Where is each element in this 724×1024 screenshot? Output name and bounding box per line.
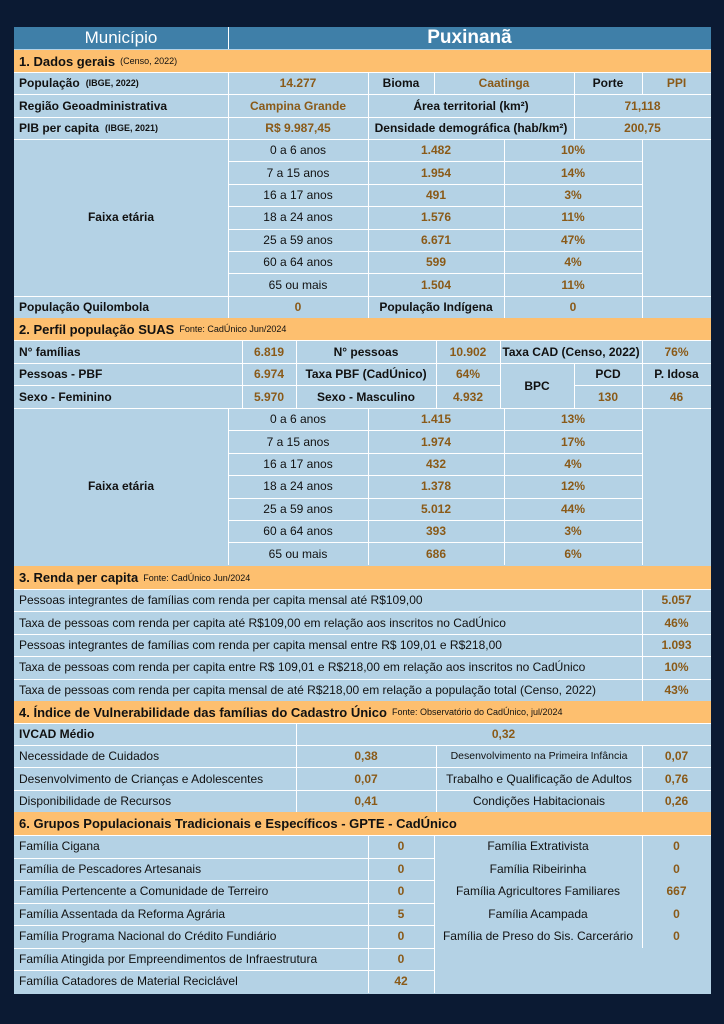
data-sheet (14, 27, 711, 994)
age-range: 60 a 64 anos (263, 255, 333, 270)
gpte-group-label: Família Ribeirinha (489, 861, 587, 876)
suas-age-count: 1.974 (420, 434, 452, 449)
age-count: 491 (425, 187, 447, 202)
age-percent: 3% (564, 187, 582, 202)
faixa-etaria-label: Faixa etária (87, 210, 155, 225)
renda-row-value: 5.057 (661, 593, 692, 608)
suas-age-range: 65 ou mais (268, 546, 328, 561)
gpte-group-value: 0 (673, 929, 680, 944)
suas-age-percent: 6% (564, 546, 582, 561)
age-range: 25 a 59 anos (263, 232, 333, 247)
municipio-label: Município (14, 27, 228, 49)
renda-row-label: Taxa de pessoas com renda per capita mensal de até R$218,00 em relação a população total (Censo, 2022) (19, 682, 597, 697)
faixa-etaria-suas-label: Faixa etária (87, 479, 155, 494)
age-percent: 11% (561, 277, 585, 292)
gpte-group-label: Família Assentada da Reforma Agrária (19, 906, 226, 921)
pib-label-text: PIB per capita (19, 121, 100, 135)
suas-age-count: 1.378 (420, 479, 452, 494)
suas-age-count: 686 (425, 546, 447, 561)
gpte-group-value: 667 (666, 884, 687, 899)
pib-source: (IBGE, 2021) (105, 123, 159, 133)
renda-row-label: Pessoas integrantes de famílias com renda per capita mensal entre R$ 109,01 e R$218,00 (19, 637, 502, 652)
municipio-name: Puxinanã (228, 27, 711, 49)
porte-value: PPI (666, 76, 687, 90)
porte-label: Porte (592, 76, 624, 90)
section-6-header (14, 812, 711, 835)
section-2-note: Fonte: CadÚnico Jun/2024 (179, 324, 287, 334)
pcd-value: 130 (597, 389, 619, 404)
indigena-label: População Indígena (379, 299, 493, 314)
section-4-header (14, 701, 711, 723)
gpte-group-label: Família Catadores de Material Reciclável (19, 974, 238, 989)
ivcad-dimension-label: Necessidade de Cuidados (19, 749, 160, 764)
suas-age-range: 60 a 64 anos (263, 524, 333, 539)
renda-row-value: 46% (664, 615, 689, 630)
suas-age-range: 0 a 6 anos (269, 412, 327, 427)
feminino-label: Sexo - Feminino (19, 389, 112, 404)
age-percent: 14% (560, 165, 586, 180)
age-percent: 4% (564, 255, 582, 270)
age-range: 16 a 17 anos (263, 187, 333, 202)
ivcad-dimension-value: 0,41 (354, 793, 378, 808)
taxa-cad-label: Taxa CAD (Censo, 2022) (502, 344, 640, 359)
renda-row-value: 43% (664, 682, 689, 697)
gpte-group-value: 0 (673, 906, 680, 921)
suas-age-count: 432 (425, 456, 447, 471)
suas-age-percent: 12% (560, 479, 586, 494)
section-6-title: 6. Grupos Populacionais Tradicionais e Específicos - GPTE - CadÚnico (19, 816, 457, 831)
bioma-label: Bioma (382, 76, 420, 90)
section-4-title: 4. Índice de Vulnerabilidade das famílias do Cadastro Único (19, 704, 387, 720)
pib-value: R$ 9.987,45 (265, 121, 331, 135)
section-1-note: (Censo, 2022) (120, 56, 178, 66)
ivcad-dimension-value: 0,07 (664, 749, 689, 764)
ivcad-value: 0,32 (491, 727, 516, 741)
suas-age-range: 16 a 17 anos (263, 456, 333, 471)
age-count: 1.954 (420, 165, 452, 180)
age-range: 18 a 24 anos (263, 210, 333, 225)
gpte-group-value: 42 (394, 974, 408, 989)
suas-age-range: 18 a 24 anos (263, 479, 333, 494)
familias-value: 6.819 (253, 344, 285, 359)
idosa-label: P. Idosa (654, 367, 699, 381)
gpte-group-value: 0 (397, 884, 405, 899)
ivcad-label: IVCAD Médio (19, 727, 95, 741)
ivcad-dimension-label: Desenvolvimento de Crianças e Adolescentes (19, 771, 264, 786)
pessoas-value: 10.902 (449, 344, 487, 359)
gpte-group-value: 5 (397, 906, 405, 921)
age-count: 6.671 (420, 232, 452, 247)
renda-row-label: Taxa de pessoas com renda per capita até R$109,00 em relação aos inscritos no CadÚnico (19, 615, 506, 630)
gpte-group-value: 0 (397, 929, 405, 944)
ivcad-dimension-value: 0,38 (354, 749, 378, 764)
age-percent: 11% (561, 210, 585, 225)
suas-age-percent: 17% (560, 434, 586, 449)
populacao-value: 14.277 (279, 76, 317, 90)
feminino-value: 5.970 (253, 389, 285, 404)
familias-label: N° famílias (19, 344, 81, 359)
masculino-label: Sexo - Masculino (316, 389, 416, 404)
ivcad-dimension-label: Trabalho e Qualificação de Adultos (446, 771, 632, 786)
densidade-label: Densidade demográfica (hab/km²) (374, 121, 568, 135)
populacao-source: (IBGE, 2022) (85, 78, 139, 88)
age-range: 65 ou mais (268, 277, 328, 292)
section-4-note: Fonte: Observatório do CadÚnico, jul/2024 (391, 707, 563, 717)
ivcad-dimension-label: Condições Habitacionais (472, 793, 606, 808)
gpte-group-value: 0 (673, 839, 680, 854)
suas-age-range: 25 a 59 anos (263, 501, 333, 516)
area-label: Área territorial (km²) (413, 98, 529, 113)
suas-age-range: 7 a 15 anos (266, 434, 330, 449)
suas-age-count: 5.012 (420, 501, 452, 516)
pessoas-label: N° pessoas (333, 344, 399, 359)
gpte-group-label: Família Acampada (488, 906, 588, 921)
section-3-header (14, 566, 711, 589)
pcd-label: PCD (595, 367, 621, 381)
gpte-group-label: Família Cigana (19, 839, 100, 854)
regiao-value: Campina Grande (249, 98, 347, 113)
gpte-group-label: Família Extrativista (487, 839, 589, 854)
masculino-value: 4.932 (452, 389, 484, 404)
gpte-group-value: 0 (397, 861, 405, 876)
populacao-label-text: População (19, 76, 80, 90)
section-2-title: 2. Perfil população SUAS (19, 321, 175, 337)
age-count: 599 (425, 255, 447, 270)
gpte-group-label: Família Agricultores Familiares (455, 884, 621, 899)
section-1-header (14, 50, 711, 72)
pbf-value: 6.974 (253, 367, 285, 381)
renda-row-label: Pessoas integrantes de famílias com renda per capita mensal até R$109,00 (19, 593, 423, 608)
regiao-label: Região Geoadministrativa (19, 98, 168, 113)
suas-age-count: 393 (425, 524, 447, 539)
age-count: 1.482 (420, 143, 452, 158)
idosa-value: 46 (669, 389, 684, 404)
ivcad-dimension-value: 0,26 (664, 793, 689, 808)
age-range: 0 a 6 anos (269, 143, 327, 158)
taxa-pbf-value: 64% (455, 367, 481, 381)
gpte-group-label: Família Atingida por Empreendimentos de Infraestrutura (19, 951, 318, 966)
ivcad-dimension-label: Disponibilidade de Recursos (19, 793, 172, 808)
gpte-group-value: 0 (397, 951, 405, 966)
area-value: 71,118 (624, 98, 661, 113)
ivcad-dimension-value: 0,07 (354, 771, 378, 786)
gpte-group-value: 0 (673, 861, 680, 876)
pib-label (14, 117, 228, 139)
gpte-group-label: Família Programa Nacional do Crédito Fundiário (19, 929, 277, 944)
age-count: 1.576 (420, 210, 452, 225)
suas-age-percent: 3% (564, 524, 582, 539)
section-1-title: 1. Dados gerais (19, 53, 116, 69)
section-2-header (14, 318, 711, 340)
gpte-group-label: Família de Preso do Sis. Carcerário (442, 929, 634, 944)
pbf-label: Pessoas - PBF (19, 367, 103, 381)
indigena-value: 0 (569, 299, 577, 314)
taxa-cad-value: 76% (664, 344, 689, 359)
section-3-title: 3. Renda per capita (19, 570, 139, 585)
suas-age-percent: 4% (564, 456, 582, 471)
age-percent: 47% (560, 232, 586, 247)
age-percent: 10% (560, 143, 586, 158)
suas-age-percent: 44% (560, 501, 586, 516)
age-count: 1.504 (420, 277, 452, 292)
renda-row-value: 10% (664, 660, 689, 675)
quilombola-value: 0 (294, 299, 302, 314)
populacao-label (14, 72, 228, 94)
section-3-note: Fonte: CadÚnico Jun/2024 (143, 572, 251, 583)
gpte-group-label: Família Pertencente a Comunidade de Terreiro (19, 884, 269, 899)
renda-row-value: 1.093 (661, 637, 692, 652)
suas-age-count: 1.415 (420, 412, 452, 427)
bpc-label: BPC (524, 378, 550, 393)
densidade-value: 200,75 (624, 121, 661, 135)
taxa-pbf-label: Taxa PBF (CadÚnico) (305, 367, 427, 381)
quilombola-label: População Quilombola (19, 299, 150, 314)
bioma-value: Caatinga (478, 76, 530, 90)
age-range: 7 a 15 anos (266, 165, 330, 180)
ivcad-dimension-label: Desenvolvimento na Primeira Infância (450, 750, 628, 763)
gpte-group-label: Família de Pescadores Artesanais (19, 861, 202, 876)
suas-age-percent: 13% (560, 412, 586, 427)
ivcad-dimension-value: 0,76 (664, 771, 689, 786)
renda-row-label: Taxa de pessoas com renda per capita entre R$ 109,01 e R$218,00 em relação aos inscritos no CadÚnico (19, 660, 586, 675)
gpte-group-value: 0 (397, 839, 405, 854)
